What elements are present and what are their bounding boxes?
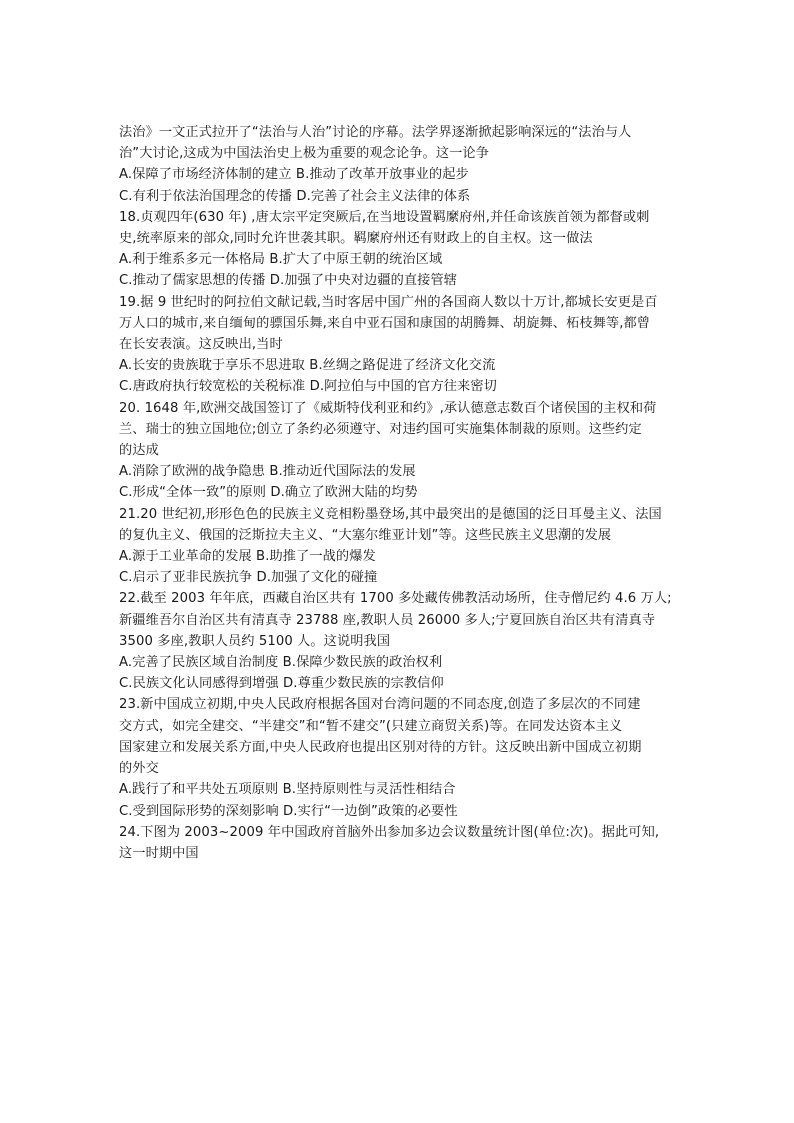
question-stem-line: 史,统率原来的部众,同时允许世袭其职。羁縻府州还有财政上的自主权。这一做法: [119, 231, 593, 247]
answer-options-ab: A.利于维系多元一体格局 B.扩大了中原王朝的统治区域: [119, 252, 443, 268]
answer-options-ab: A.完善了民族区域自治制度 B.保障少数民族的政治权利: [119, 655, 443, 671]
question-stem-line: 这一时期中国: [119, 845, 199, 861]
question-stem-line: 交方式，如完全建交、“半建交”和“暂不建交”(只建立商贸关系)等。在同发达资本主义: [119, 718, 623, 734]
answer-options-ab: A.源于工业革命的发展 B.助推了一战的爆发: [119, 549, 376, 565]
question-21: [119, 504, 687, 589]
answer-options-cd: C.受到国际形势的深刻影响 D.实行“一边倒”政策的必要性: [119, 803, 458, 819]
question-stem-line: 国家建立和发展关系方面,中央人民政府也提出区别对待的方针。这反映出新中国成立初期: [119, 739, 642, 755]
question-stem-line: 万人口的城市,来自缅甸的骠国乐舞,来自中亚石国和康国的胡腾舞、胡旋舞、柘枝舞等,都曾: [119, 315, 651, 331]
question-stem-line: 的复仇主义、俄国的泛斯拉夫主义、“大塞尔维亚计划”等。这些民族主义思潮的发展: [119, 527, 612, 543]
question-stem-line: 的外交: [119, 761, 159, 777]
answer-options-ab: A.践行了和平共处五项原则 B.坚持原则性与灵活性相结合: [119, 782, 456, 798]
exam-page: [119, 122, 687, 864]
question-stem-line: 19.据 9 世纪时的阿拉伯文献记载,当时客居中国广州的各国商人数以十万计,都城长安更是百: [119, 294, 658, 310]
answer-options-ab: A.长安的贵族耽于享乐不思进取 B.丝绸之路促进了经济文化交流: [119, 358, 496, 374]
question-stem-line: 法治》一文正式拉开了“法治与人治”讨论的序幕。法学界逐渐掀起影响深远的“法治与人: [119, 125, 632, 140]
question-stem-line: 24.下图为 2003~2009 年中国政府首脑外出参加多边会议数量统计图(单位:次)。据此可知,: [119, 824, 660, 840]
question-stem-line: 21.20 世纪初,形形色色的民族主义竞相粉墨登场,其中最突出的是德国的泛日耳曼主义、法国: [119, 506, 662, 522]
answer-options-ab: A.保障了市场经济体制的建立 B.推动了改革开放事业的起步: [119, 167, 469, 183]
question-stem-line: 兰、瑞士的独立国地位;创立了条约必须遵守、对违约国可实施集体制裁的原则。这些约定: [119, 421, 642, 437]
answer-options-cd: C.唐政府执行较宽松的关税标准 D.阿拉伯与中国的官方往来密切: [119, 379, 497, 395]
question-stem-line: 22.截至 2003 年年底，西藏自治区共有 1700 多处藏传佛教活动场所，住寺僧尼约 4.6 万人;: [119, 591, 672, 607]
question-23: [119, 694, 687, 821]
question-24: [119, 822, 687, 864]
question-18: [119, 207, 687, 292]
question-stem-line: 3500 多座,教职人员约 5100 人。这说明我国: [119, 633, 391, 649]
question-17: [119, 122, 687, 207]
question-stem-line: 新疆维吾尔自治区共有清真寺 23788 座,教职人员 26000 多人;宁夏回族自治区共有清真寺: [119, 612, 656, 628]
question-20: [119, 398, 687, 504]
question-stem-line: 治”大讨论,这成为中国法治史上极为重要的观念论争。这一论争: [119, 146, 489, 162]
question-stem-line: 18.贞观四年(630 年) ,唐太宗平定突厥后,在当地设置羁縻府州,并任命该族首领为都督或刺: [119, 209, 650, 225]
answer-options-cd: C.民族文化认同感得到增强 D.尊重少数民族的宗教信仰: [119, 676, 444, 692]
question-stem-line: 23.新中国成立初期,中央人民政府根据各国对台湾问题的不同态度,创造了多层次的不同建: [119, 697, 641, 713]
answer-options-cd: C.启示了亚非民族抗争 D.加强了文化的碰撞: [119, 570, 378, 586]
question-22: [119, 588, 687, 694]
answer-options-cd: C.有利于依法治国理念的传播 D.完善了社会主义法律的体系: [119, 188, 471, 204]
answer-options-ab: A.消除了欧洲的战争隐患 B.推动近代国际法的发展: [119, 464, 416, 480]
question-stem-line: 20. 1648 年,欧洲交战国签订了《威斯特伐利亚和约》,承认德意志数百个诸侯国的主权和荷: [119, 400, 657, 416]
answer-options-cd: C.形成“全体一致”的原则 D.确立了欧洲大陆的均势: [119, 485, 418, 501]
question-stem-line: 在长安表演。这反映出,当时: [119, 337, 283, 353]
question-19: [119, 292, 687, 398]
question-stem-line: 的达成: [119, 443, 159, 459]
answer-options-cd: C.推动了儒家思想的传播 D.加强了中央对边疆的直接管辖: [119, 273, 458, 289]
